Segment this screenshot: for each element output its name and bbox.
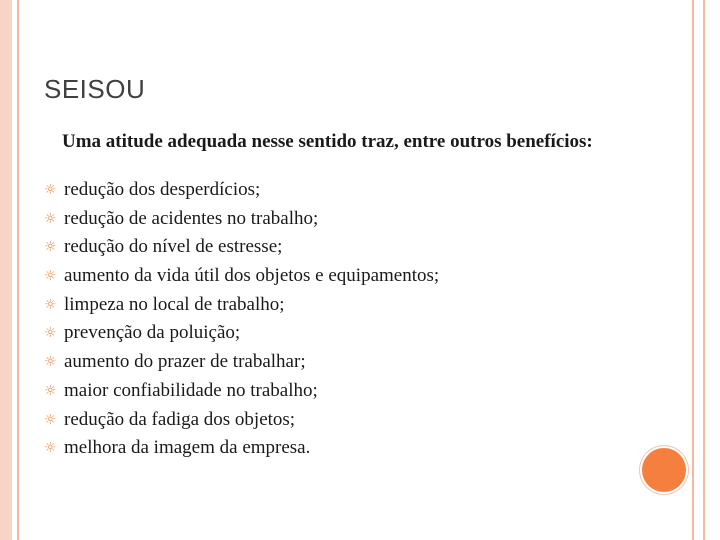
- list-item: [44, 294, 439, 323]
- list-item-text: aumento do prazer de trabalhar;: [64, 351, 306, 373]
- intro-text: Uma atitude adequada nesse sentido traz, entre outros benefícios:: [62, 131, 593, 152]
- left-border-band: [0, 0, 12, 540]
- decorative-circle-icon: [642, 448, 686, 492]
- list-item-text: aumento da vida útil dos objetos e equipamentos;: [64, 265, 440, 287]
- benefits-list: [44, 179, 439, 466]
- list-item: [44, 208, 439, 237]
- sun-bullet-icon: ☼: [44, 411, 57, 428]
- sun-bullet-icon: ☼: [44, 210, 57, 227]
- list-item-text: redução de acidentes no trabalho;: [64, 207, 319, 229]
- sun-bullet-icon: ☼: [44, 296, 57, 313]
- list-item-text: redução do nível de estresse;: [64, 236, 283, 258]
- sun-bullet-icon: ☼: [44, 440, 57, 457]
- sun-bullet-icon: ☼: [44, 382, 57, 399]
- list-item: [44, 351, 439, 380]
- sun-bullet-icon: ☼: [44, 325, 57, 342]
- sun-bullet-icon: ☼: [44, 268, 57, 285]
- list-item-text: redução dos desperdícios;: [64, 179, 261, 200]
- sun-bullet-icon: ☼: [44, 182, 57, 198]
- list-item-text: maior confiabilidade no trabalho;: [64, 379, 318, 401]
- list-item-text: redução da fadiga dos objetos;: [64, 408, 296, 430]
- list-item: [44, 409, 439, 438]
- list-item: [44, 236, 439, 265]
- list-item-text: melhora da imagem da empresa.: [64, 437, 311, 459]
- slide-title: SEISOU: [44, 74, 146, 104]
- sun-bullet-icon: ☼: [44, 239, 57, 256]
- list-item: [44, 380, 439, 409]
- list-item-text: prevenção da poluição;: [64, 322, 241, 344]
- list-item: [44, 265, 439, 294]
- list-item: [44, 437, 439, 466]
- list-item-text: limpeza no local de trabalho;: [64, 293, 285, 315]
- left-border-line: [17, 0, 19, 540]
- right-border-line-outer: [703, 0, 705, 540]
- list-item: [44, 322, 439, 351]
- right-border-line: [692, 0, 694, 540]
- list-item: [44, 179, 439, 208]
- sun-bullet-icon: ☼: [44, 354, 57, 371]
